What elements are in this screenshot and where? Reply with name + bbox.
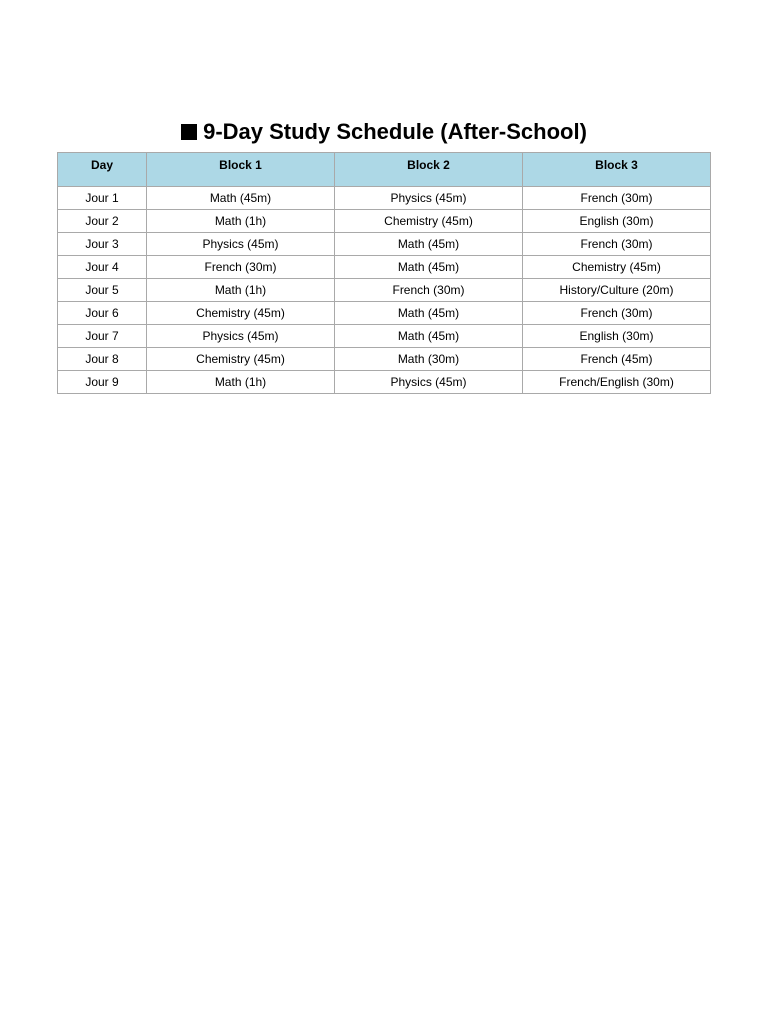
table-row — [58, 256, 711, 279]
block-3-cell: French (45m) — [523, 348, 711, 371]
day-cell: Jour 1 — [58, 187, 147, 210]
day-cell: Jour 3 — [58, 233, 147, 256]
block-1-cell: Chemistry (45m) — [147, 302, 335, 325]
block-2-cell: French (30m) — [335, 279, 523, 302]
table-row — [58, 348, 711, 371]
block-2-cell: Physics (45m) — [335, 371, 523, 394]
block-3-cell: French (30m) — [523, 233, 711, 256]
day-cell: Jour 7 — [58, 325, 147, 348]
day-cell: Jour 4 — [58, 256, 147, 279]
column-header-block-3: Block 3 — [523, 153, 711, 187]
column-header-block-2: Block 2 — [335, 153, 523, 187]
block-3-cell: English (30m) — [523, 325, 711, 348]
table-row — [58, 279, 711, 302]
block-1-cell: Physics (45m) — [147, 233, 335, 256]
table-row — [58, 302, 711, 325]
study-schedule-table — [57, 152, 711, 394]
block-3-cell: English (30m) — [523, 210, 711, 233]
block-2-cell: Math (45m) — [335, 233, 523, 256]
block-2-cell: Math (45m) — [335, 302, 523, 325]
block-3-cell: French (30m) — [523, 187, 711, 210]
block-1-cell: Math (1h) — [147, 279, 335, 302]
block-1-cell: Chemistry (45m) — [147, 348, 335, 371]
page-title — [0, 117, 768, 147]
block-2-cell: Chemistry (45m) — [335, 210, 523, 233]
black-square-icon — [181, 124, 197, 140]
table-row — [58, 325, 711, 348]
table-header-row — [58, 153, 711, 187]
table-row — [58, 233, 711, 256]
block-3-cell: History/Culture (20m) — [523, 279, 711, 302]
block-2-cell: Math (45m) — [335, 256, 523, 279]
table-row — [58, 371, 711, 394]
day-cell: Jour 8 — [58, 348, 147, 371]
block-2-cell: Math (30m) — [335, 348, 523, 371]
block-3-cell: Chemistry (45m) — [523, 256, 711, 279]
day-cell: Jour 5 — [58, 279, 147, 302]
table-row — [58, 187, 711, 210]
day-cell: Jour 6 — [58, 302, 147, 325]
page-title-text: 9-Day Study Schedule (After-School) — [203, 118, 587, 144]
block-1-cell: French (30m) — [147, 256, 335, 279]
column-header-day: Day — [58, 153, 147, 187]
block-3-cell: French/English (30m) — [523, 371, 711, 394]
table-row — [58, 210, 711, 233]
column-header-block-1: Block 1 — [147, 153, 335, 187]
block-1-cell: Math (1h) — [147, 210, 335, 233]
day-cell: Jour 9 — [58, 371, 147, 394]
block-1-cell: Physics (45m) — [147, 325, 335, 348]
block-1-cell: Math (45m) — [147, 187, 335, 210]
block-2-cell: Physics (45m) — [335, 187, 523, 210]
block-3-cell: French (30m) — [523, 302, 711, 325]
day-cell: Jour 2 — [58, 210, 147, 233]
block-1-cell: Math (1h) — [147, 371, 335, 394]
block-2-cell: Math (45m) — [335, 325, 523, 348]
